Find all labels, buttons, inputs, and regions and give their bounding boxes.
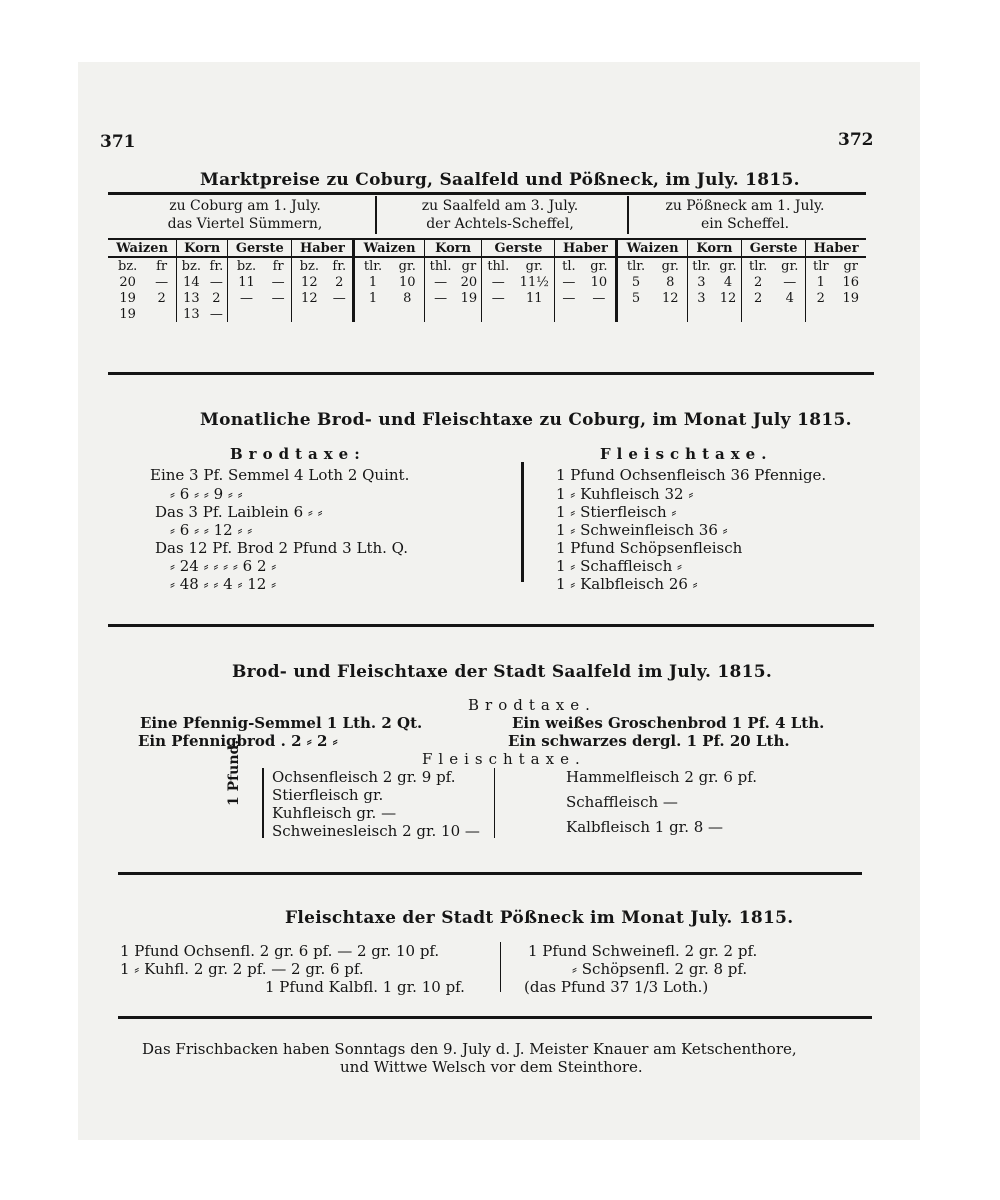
unit-row <box>108 257 866 274</box>
poessneck-right-line: (das Pfund 37 1/3 Loth.) <box>524 978 709 996</box>
table-cell: 14 <box>177 274 206 290</box>
table-cell <box>742 306 775 322</box>
coburg-title: Monatliche Brod- und Fleischtaxe zu Coburg, im Monat July 1815. <box>200 410 852 430</box>
market-top-rule <box>108 192 866 195</box>
table-cell: — <box>209 274 223 290</box>
saalfeld-fleisch-left: Kuhfleisch gr. — <box>272 804 397 822</box>
table-cell: 5 <box>617 274 654 290</box>
coburg-fleisch-line: 1 ⸗ Schaffleisch ⸗ <box>556 557 683 575</box>
saalfeld-fleisch-left: Ochsenfleisch 2 gr. 9 pf. <box>272 768 456 786</box>
unit-cell: bz. <box>228 257 265 274</box>
table-cell <box>228 306 265 322</box>
table-cell: — <box>155 274 169 290</box>
unit-cell: gr. <box>525 258 543 274</box>
table-cell: 12 <box>292 274 326 290</box>
table-cell <box>326 306 354 322</box>
group-saalfeld-line2: der Achtels-Scheffel, <box>426 216 574 232</box>
grain-header: Haber <box>806 239 866 257</box>
table-cell: 13 <box>177 290 206 306</box>
coburg-column-divider <box>521 462 524 582</box>
unit-cell: tlr <box>806 257 836 274</box>
unit-cell: gr. <box>719 258 737 274</box>
table-cell: 2 <box>212 290 221 306</box>
table-cell <box>265 306 292 322</box>
coburg-fleisch-heading: Fleischtaxe. <box>600 445 773 463</box>
poessneck-column-divider <box>500 942 501 992</box>
grain-header: Gerste <box>482 239 555 257</box>
table-cell: 12 <box>292 290 326 306</box>
table-cell: 19 <box>460 290 478 306</box>
unit-cell: gr. <box>398 258 416 274</box>
table-cell: 4 <box>785 290 794 306</box>
right-page-number: 372 <box>838 130 874 150</box>
table-cell <box>391 306 425 322</box>
table-cell: — <box>482 274 514 290</box>
table-cell: 2 <box>806 290 836 306</box>
poessneck-title: Fleischtaxe der Stadt Pößneck im Monat July. 1815. <box>285 908 794 928</box>
unit-cell: bz. <box>292 257 326 274</box>
table-cell: 12 <box>661 290 679 306</box>
group-poessneck-line1: zu Pößneck am 1. July. <box>665 198 825 214</box>
poessneck-left-line: 1 ⸗ Kuhfl. 2 gr. 2 pf. — 2 gr. 6 pf. <box>120 960 364 978</box>
table-cell <box>456 306 482 322</box>
table-cell <box>514 306 555 322</box>
coburg-fleisch-line: 1 ⸗ Kalbfleisch 26 ⸗ <box>556 575 698 593</box>
table-cell: 11 <box>228 274 265 290</box>
saalfeld-fleisch-right: Kalbfleisch 1 gr. 8 — <box>566 818 724 836</box>
coburg-brod-heading: Brodtaxe: <box>230 445 366 463</box>
table-cell <box>582 306 617 322</box>
table-cell: 20 <box>460 274 478 290</box>
grain-header: Waizen <box>617 239 687 257</box>
coburg-brod-line: ⸗ 24 ⸗ ⸗ ⸗ ⸗ 6 2 ⸗ <box>170 557 277 575</box>
table-cell: 1 <box>806 274 836 290</box>
unit-cell: tlr. <box>687 257 715 274</box>
table-cell: 20 <box>119 274 136 290</box>
grain-header: Korn <box>687 239 741 257</box>
grain-header: Waizen <box>354 239 424 257</box>
poessneck-left-line: 1 Pfund Kalbfl. 1 gr. 10 pf. <box>265 978 465 996</box>
unit-cell: tl. <box>555 257 582 274</box>
table-cell: 3 <box>687 274 715 290</box>
table-cell <box>147 306 176 322</box>
table-cell: 10 <box>590 274 608 290</box>
saalfeld-brod-heading: Brodtaxe. <box>468 696 596 714</box>
saalfeld-fleisch-right: Hammelfleisch 2 gr. 6 pf. <box>566 768 758 786</box>
table-cell: 2 <box>742 274 775 290</box>
group-divider-1 <box>375 196 377 234</box>
coburg-brod-line: ⸗ 6 ⸗ ⸗ 12 ⸗ ⸗ <box>170 521 253 539</box>
table-row <box>108 306 866 322</box>
section-rule-4 <box>118 1016 872 1019</box>
table-cell: 11 <box>525 290 543 306</box>
table-cell <box>806 306 836 322</box>
poessneck-right-line: 1 Pfund Schweinefl. 2 gr. 2 pf. <box>528 942 758 960</box>
footer-line-1: Das Frischbacken haben Sonntags den 9. July d. J. Meister Knauer am Ketschenthore, <box>142 1040 797 1058</box>
unit-cell: tlr. <box>742 257 775 274</box>
section-rule-1 <box>108 372 874 375</box>
table-cell: 16 <box>842 274 859 290</box>
table-cell: — <box>271 274 285 290</box>
table-row <box>108 274 866 290</box>
table-cell: 8 <box>666 274 675 290</box>
table-cell <box>482 306 514 322</box>
unit-cell: thl. <box>424 257 456 274</box>
unit-cell: gr <box>461 258 477 274</box>
grain-header: Waizen <box>108 239 177 257</box>
table-cell: 2 <box>157 290 166 306</box>
saalfeld-fleisch-heading: Fleischtaxe. <box>422 750 586 768</box>
grain-header: Haber <box>555 239 617 257</box>
unit-cell: fr. <box>332 258 347 274</box>
table-cell: — <box>482 290 514 306</box>
group-coburg-line2: das Viertel Sümmern, <box>167 216 323 232</box>
table-cell: — <box>228 290 265 306</box>
coburg-fleisch-line: 1 Pfund Ochsenfleisch 36 Pfennige. <box>556 466 827 484</box>
unit-cell: thl. <box>482 257 514 274</box>
table-cell <box>555 306 582 322</box>
pfund-vertical-label: 1 Pfund. <box>226 739 242 806</box>
table-cell <box>715 306 741 322</box>
table-cell: — <box>555 290 582 306</box>
unit-cell: gr. <box>661 258 679 274</box>
unit-cell: bz. <box>177 257 206 274</box>
grain-header-row <box>108 239 866 257</box>
table-cell: — <box>271 290 285 306</box>
grain-header: Haber <box>292 239 354 257</box>
poessneck-right-line: ⸗ Schöpsenfl. 2 gr. 8 pf. <box>572 960 748 978</box>
saalfeld-fleisch-left: Schweinesleisch 2 gr. 10 — <box>272 822 480 840</box>
table-cell <box>354 306 391 322</box>
coburg-fleisch-line: 1 ⸗ Stierfleisch ⸗ <box>556 503 677 521</box>
grain-header: Gerste <box>742 239 806 257</box>
unit-cell: gr <box>843 258 858 274</box>
grain-header: Korn <box>424 239 482 257</box>
coburg-brod-line: Das 3 Pf. Laiblein 6 ⸗ ⸗ <box>155 503 323 521</box>
saalfeld-fleisch-left: Stierfleisch gr. <box>272 786 384 804</box>
table-cell: 19 <box>842 290 859 306</box>
table-cell: 3 <box>687 290 715 306</box>
coburg-brod-line: Das 12 Pf. Brod 2 Pfund 3 Lth. Q. <box>155 539 408 557</box>
table-cell: — <box>555 274 582 290</box>
table-cell: — <box>332 290 346 306</box>
market-table <box>108 238 866 322</box>
group-poessneck-line2: ein Scheffel. <box>700 216 790 232</box>
table-cell: — <box>592 290 606 306</box>
table-cell: 2 <box>742 290 775 306</box>
table-cell: 1 <box>354 274 391 290</box>
saalfeld-brod-left: Ein Pfennigbrod . 2 ⸗ 2 ⸗ <box>138 732 338 750</box>
table-cell: 19 <box>119 306 136 322</box>
table-cell <box>617 306 654 322</box>
saalfeld-title: Brod- und Fleischtaxe der Stadt Saalfeld im July. 1815. <box>232 662 773 682</box>
section-rule-2 <box>108 624 874 627</box>
table-cell <box>774 306 805 322</box>
grain-header: Gerste <box>228 239 292 257</box>
table-cell: 4 <box>723 274 733 290</box>
saalfeld-column-divider <box>494 768 495 838</box>
table-cell: — <box>783 274 797 290</box>
table-cell <box>292 306 326 322</box>
table-cell: — <box>209 306 223 322</box>
unit-cell: fr <box>272 258 284 274</box>
table-cell: 2 <box>335 274 344 290</box>
coburg-fleisch-line: 1 Pfund Schöpsenfleisch <box>556 539 743 557</box>
unit-cell: bz. <box>117 258 138 274</box>
saalfeld-brod-right: Ein schwarzes dergl. 1 Pf. 20 Lth. <box>508 732 790 750</box>
unit-cell: gr. <box>590 258 608 274</box>
saalfeld-brod-left: Eine Pfennig-Semmel 1 Lth. 2 Qt. <box>140 714 423 732</box>
saalfeld-brod-right: Ein weißes Groschenbrod 1 Pf. 4 Lth. <box>512 714 825 732</box>
market-title: Marktpreise zu Coburg, Saalfeld und Pößneck, im July. 1815. <box>200 170 800 190</box>
table-cell: 10 <box>398 274 416 290</box>
table-cell <box>424 306 456 322</box>
footer-line-2: und Wittwe Welsch vor dem Steinthore. <box>340 1058 643 1076</box>
unit-cell: tlr. <box>617 257 654 274</box>
table-cell: 12 <box>719 290 737 306</box>
table-cell <box>687 306 715 322</box>
table-cell: 5 <box>617 290 654 306</box>
unit-cell: tlr. <box>354 257 391 274</box>
saalfeld-fleisch-right: Schaffleisch — <box>566 793 678 811</box>
table-cell: 8 <box>403 290 412 306</box>
coburg-brod-line: ⸗ 6 ⸗ ⸗ 9 ⸗ ⸗ <box>170 485 243 503</box>
group-divider-2 <box>627 196 629 234</box>
table-cell <box>835 306 866 322</box>
poessneck-left-line: 1 Pfund Ochsenfl. 2 gr. 6 pf. — 2 gr. 10 pf. <box>120 942 440 960</box>
unit-cell: gr. <box>781 258 799 274</box>
table-row <box>108 290 866 306</box>
coburg-brod-line: ⸗ 48 ⸗ ⸗ 4 ⸗ 12 ⸗ <box>170 575 277 593</box>
unit-cell: fr <box>156 258 168 274</box>
table-cell: 13 <box>177 306 206 322</box>
grain-header: Korn <box>177 239 228 257</box>
group-saalfeld-line1: zu Saalfeld am 3. July. <box>421 198 579 214</box>
unit-cell: fr. <box>209 258 224 274</box>
table-cell: 1 <box>354 290 391 306</box>
coburg-fleisch-line: 1 ⸗ Schweinfleisch 36 ⸗ <box>556 521 728 539</box>
table-cell: — <box>424 274 456 290</box>
table-cell <box>654 306 688 322</box>
group-coburg-line1: zu Coburg am 1. July. <box>169 198 321 214</box>
left-page-number: 371 <box>100 132 136 152</box>
table-cell: 19 <box>119 290 136 306</box>
coburg-fleisch-line: 1 ⸗ Kuhfleisch 32 ⸗ <box>556 485 694 503</box>
table-cell: 11½ <box>519 274 549 290</box>
table-cell: — <box>424 290 456 306</box>
pfund-bracket <box>262 768 264 838</box>
section-rule-3 <box>118 872 862 875</box>
coburg-brod-line: Eine 3 Pf. Semmel 4 Loth 2 Quint. <box>150 466 410 484</box>
